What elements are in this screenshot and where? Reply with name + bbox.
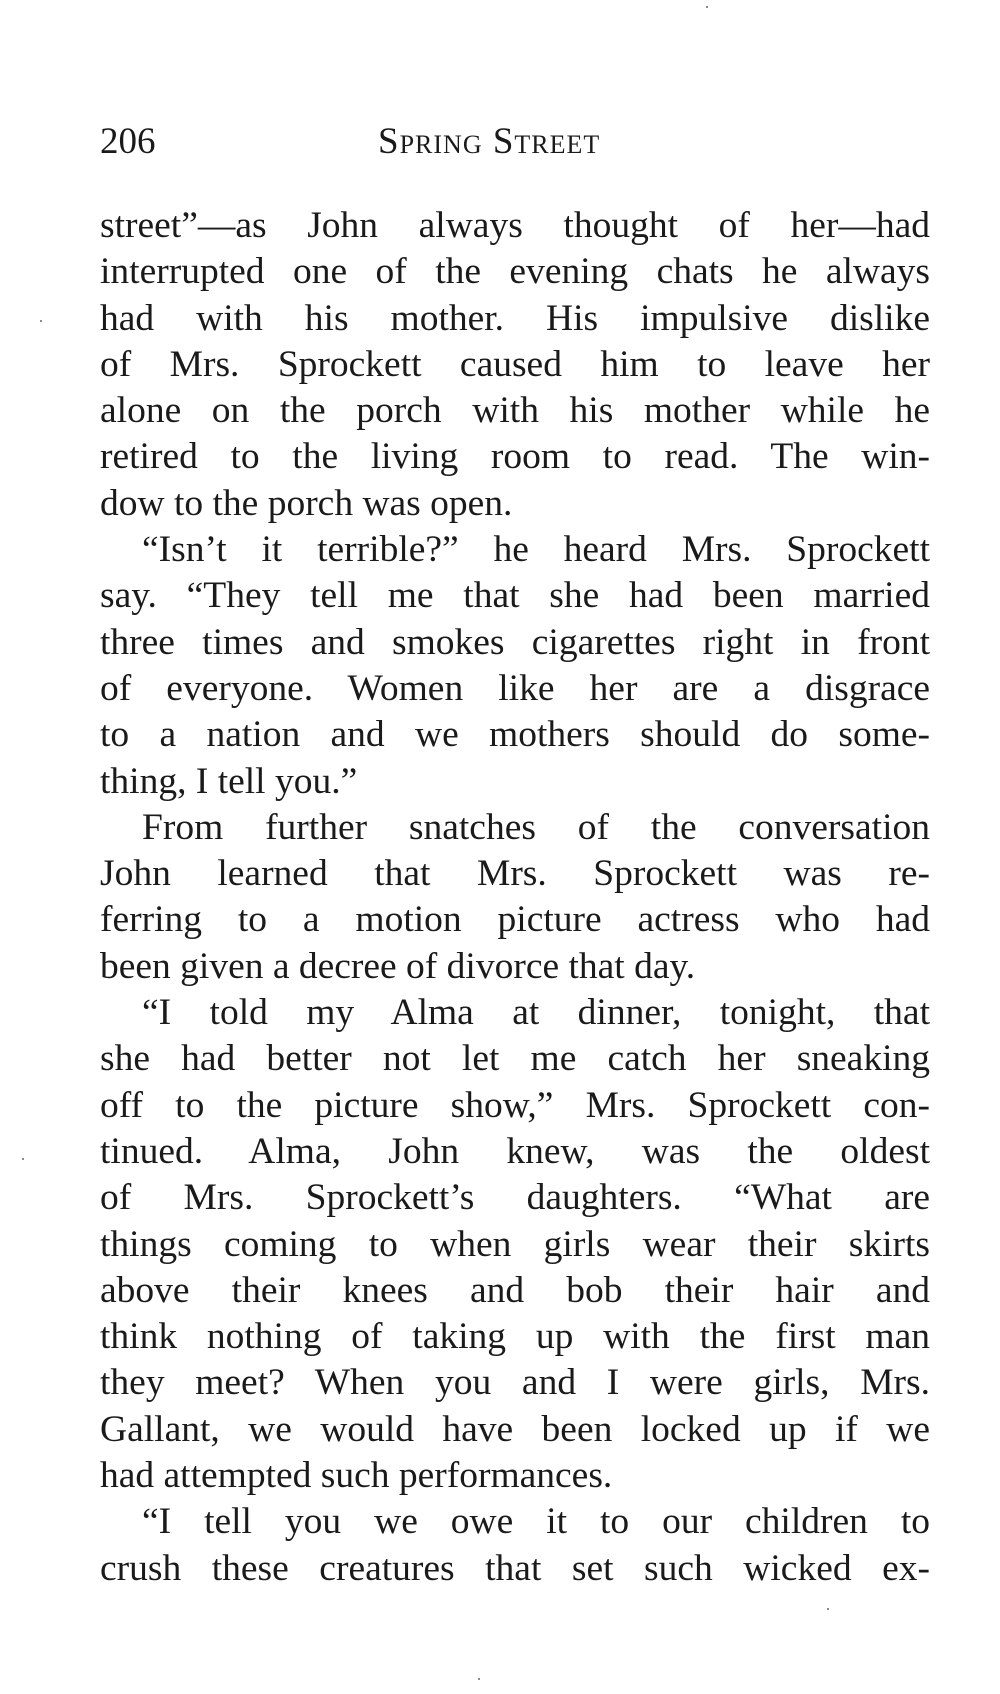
text-line: interrupted one of the evening chats he always xyxy=(100,251,930,293)
running-title: Spring Street xyxy=(378,121,601,162)
text-line: of Mrs. Sprockett caused him to leave her xyxy=(100,343,930,385)
text-line: Gallant, we would have been locked up if we xyxy=(100,1408,930,1450)
text-line: things coming to when girls wear their skirts xyxy=(100,1223,930,1265)
text-line: street”—as John always thought of her—had xyxy=(100,205,930,246)
text-line: dow to the porch was open. xyxy=(100,482,513,524)
text-line: alone on the porch with his mother while he xyxy=(100,390,930,432)
text-line: to a nation and we mothers should do some- xyxy=(100,714,930,756)
text-line: had attempted such performances. xyxy=(100,1455,613,1497)
text-line: retired to the living room to read. The win- xyxy=(100,436,930,478)
text-line: say. “They tell me that she had been married xyxy=(100,575,930,617)
text-line: off to the picture show,” Mrs. Sprockett con- xyxy=(100,1084,930,1126)
text-line: had with his mother. His impulsive dislike xyxy=(100,297,930,339)
text-line: From further snatches of the conversation xyxy=(142,806,930,848)
text-line: been given a decree of divorce that day. xyxy=(100,945,696,987)
text-line: think nothing of taking up with the first man xyxy=(100,1316,930,1358)
running-head xyxy=(100,118,930,166)
text-line: three times and smokes cigarettes right in front xyxy=(100,621,930,663)
scan-speck xyxy=(827,1608,829,1610)
text-line: John learned that Mrs. Sprockett was re- xyxy=(100,853,930,895)
text-line: “Isn’t it terrible?” he heard Mrs. Sprockett xyxy=(142,529,930,571)
text-line: “I told my Alma at dinner, tonight, that xyxy=(142,992,930,1034)
text-line: “I tell you we owe it to our children to xyxy=(142,1501,930,1543)
page-number: 206 xyxy=(100,121,156,162)
text-line: thing, I tell you.” xyxy=(100,760,358,802)
text-line: they meet? When you and I were girls, Mrs. xyxy=(100,1362,930,1404)
text-line: of everyone. Women like her are a disgrace xyxy=(100,667,930,709)
scan-speck xyxy=(22,1158,24,1160)
text-line: of Mrs. Sprockett’s daughters. “What are xyxy=(100,1177,930,1219)
scan-speck xyxy=(478,1678,480,1680)
body-text xyxy=(100,203,930,1592)
scan-speck xyxy=(40,320,42,322)
text-line: above their knees and bob their hair and xyxy=(100,1269,930,1311)
text-line: ferring to a motion picture actress who had xyxy=(100,899,930,941)
text-line: she had better not let me catch her sneaking xyxy=(100,1038,930,1080)
scan-speck xyxy=(706,6,708,8)
text-line: crush these creatures that set such wicked ex- xyxy=(100,1547,930,1589)
text-line: tinued. Alma, John knew, was the oldest xyxy=(100,1130,930,1172)
